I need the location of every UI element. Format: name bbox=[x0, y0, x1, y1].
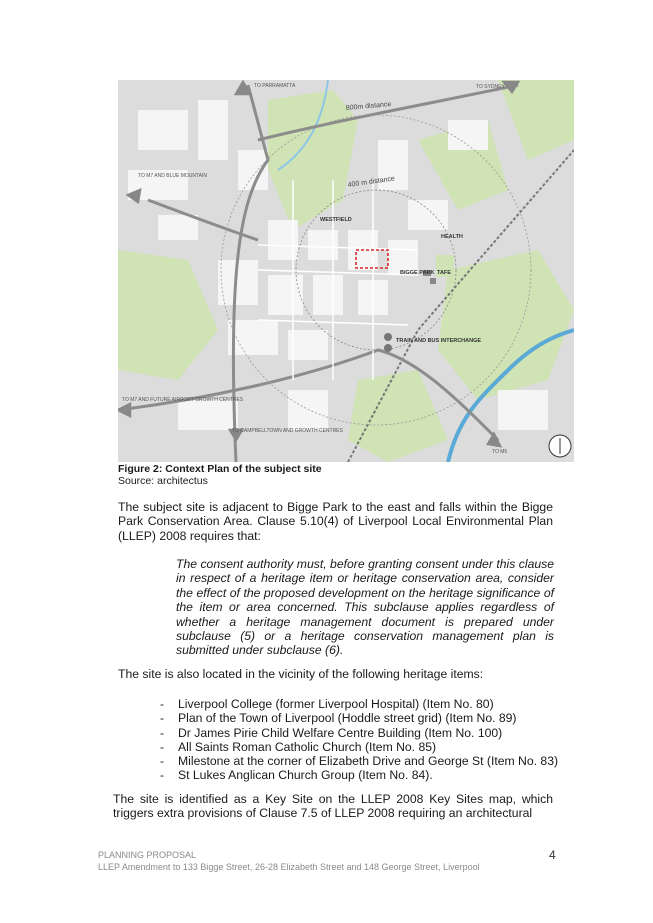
label-400m-distance: 400 m distance bbox=[347, 175, 396, 189]
quoted-clause: The consent authority must, before granting consent under this clause in respect of a heritage item or heritage conservation area, consider the effect of the proposed development on the heritage significance of the item or area concerned. This subclause applies regardless of whether a heritage management document is prepared under subclause (5) or a heritage conservation management plan is submitted under subclause (6). bbox=[176, 557, 554, 658]
figure-caption-source: Source: architectus bbox=[118, 475, 208, 487]
label-to-m7-future-airport: TO M7 AND FUTURE AIRPORT GROWTH CENTRES bbox=[122, 397, 244, 403]
label-to-sydney: TO SYDNEY bbox=[476, 84, 505, 90]
footer-doc-type: PLANNING PROPOSAL bbox=[98, 850, 197, 860]
paragraph-intro: The subject site is adjacent to Bigge Park to the east and falls within the Bigge Park Conservation Area. Clause 5.10(4) of Liverpool Local Environmental Plan (LLEP) 2008 requires that: bbox=[118, 500, 553, 543]
label-bigge-park: BIGGE PARK bbox=[400, 270, 435, 276]
label-to-m7-blue-mountain: TO M7 AND BLUE MOUNTAIN bbox=[138, 173, 207, 179]
label-westfield: WESTFIELD bbox=[320, 217, 352, 223]
list-item: - Liverpool College (former Liverpool Hospital) (Item No. 80) bbox=[160, 697, 494, 711]
label-health: HEALTH bbox=[441, 234, 463, 240]
label-train-bus-interchange: TRAIN AND BUS INTERCHANGE bbox=[396, 338, 482, 344]
list-item: - Plan of the Town of Liverpool (Hoddle street grid) (Item No. 89) bbox=[160, 711, 517, 726]
list-item: - Dr James Pirie Child Welfare Centre Building (Item No. 100) bbox=[160, 725, 503, 740]
list-item: - Milestone at the corner of Elizabeth Drive and George St (Item No. 83) bbox=[160, 754, 559, 769]
train-station-marker bbox=[384, 333, 392, 341]
paragraph-heritage-intro: The site is also located in the vicinity of the following heritage items: bbox=[118, 667, 484, 681]
map-graphic bbox=[118, 80, 574, 462]
label-tafe: TAFE bbox=[437, 270, 451, 276]
heritage-items-list bbox=[160, 697, 560, 783]
figure-caption-title: Figure 2: Context Plan of the subject site bbox=[118, 463, 322, 475]
page-number: 4 bbox=[549, 848, 556, 862]
label-to-m5: TO M5 bbox=[492, 449, 508, 455]
list-item: - St Lukes Anglican Church Group (Item No. 84). bbox=[160, 768, 433, 783]
context-plan-map bbox=[118, 80, 574, 462]
list-item: - All Saints Roman Catholic Church (Item No. 85) bbox=[160, 739, 437, 754]
label-to-campbelltown: TO CAMPBELLTOWN AND GROWTH CENTRES bbox=[232, 428, 343, 434]
label-800m-distance: 800m distance bbox=[345, 101, 392, 112]
paragraph-key-site: The site is identified as a Key Site on the LLEP 2008 Key Sites map, which triggers extra provisions of Clause 7.5 of LLEP 2008 requiring an architectural bbox=[113, 792, 553, 821]
bus-interchange-marker bbox=[384, 344, 392, 352]
label-to-parramatta: TO PARRAMATTA bbox=[254, 83, 296, 89]
footer-doc-subtitle: LLEP Amendment to 133 Bigge Street, 26-28 Elizabeth Street and 148 George Street, Liverpool bbox=[98, 862, 480, 872]
